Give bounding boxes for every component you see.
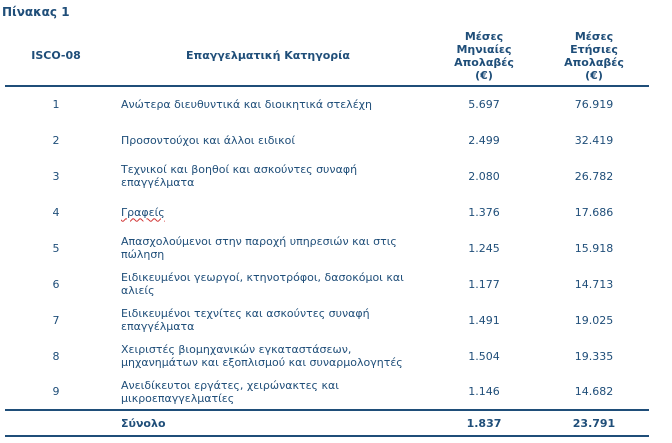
row-annual: 19.025 <box>574 313 614 327</box>
table-row <box>5 158 649 194</box>
row-annual: 76.919 <box>574 98 614 111</box>
row-monthly: 1.376 <box>468 205 500 219</box>
row-code: 9 <box>52 385 60 398</box>
row-annual: 14.713 <box>574 277 614 291</box>
total-monthly: 1.837 <box>466 416 502 430</box>
row-label: Ειδικευμένοι τεχνίτες και ασκούντες συναφή επαγγέλματα <box>121 307 370 333</box>
row-monthly: 5.697 <box>468 98 500 111</box>
table-row <box>5 122 649 158</box>
table-caption: Πίνακας 1 <box>2 5 70 19</box>
row-annual: 26.782 <box>574 169 614 183</box>
row-label: Ανώτερα διευθυντικά και διοικητικά στελέχη <box>121 98 372 111</box>
row-label: Ανειδίκευτοι εργάτες, χειρώνακτες και μικροεπαγγελματίες <box>121 378 339 405</box>
header-category: Επαγγελματική Κατηγορία <box>186 49 350 62</box>
header-code: ISCO-08 <box>31 49 81 62</box>
row-label: Ειδικευμένοι γεωργοί, κτηνοτρόφοι, δασοκόμοι και αλιείς <box>121 271 404 297</box>
row-monthly: 2.499 <box>468 133 500 147</box>
table-row <box>5 230 649 266</box>
spellcheck-word: Γραφείς <box>121 205 165 219</box>
row-code: 1 <box>52 98 60 111</box>
row-code: 6 <box>52 277 60 291</box>
row-monthly: 2.080 <box>468 169 500 183</box>
table-row <box>5 266 649 302</box>
row-label: Τεχνικοί και βοηθοί και ασκούντες συναφή επαγγέλματα <box>121 163 358 189</box>
table-row <box>5 374 649 410</box>
row-annual: 14.682 <box>574 385 614 398</box>
row-monthly: 1.245 <box>468 241 500 255</box>
row-code: 2 <box>52 133 60 147</box>
row-monthly: 1.177 <box>468 277 500 291</box>
row-code: 4 <box>52 205 60 219</box>
total-annual: 23.791 <box>572 416 616 430</box>
row-annual: 15.918 <box>574 241 614 255</box>
row-label: Χειριστές βιομηχανικών εγκαταστάσεων, μηχανημάτων και εξοπλισμού και συναρμολογητές <box>121 343 403 369</box>
total-row <box>5 410 649 436</box>
row-code: 5 <box>52 241 60 255</box>
table-row <box>5 86 649 122</box>
row-annual: 17.686 <box>574 205 614 219</box>
row-code: 8 <box>52 349 60 363</box>
row-monthly: 1.146 <box>468 385 500 398</box>
header-row <box>5 26 649 86</box>
table-row <box>5 302 649 338</box>
table-row <box>5 194 649 230</box>
row-label: Απασχολούμενοι στην παροχή υπηρεσιών και στις πώληση <box>121 235 397 261</box>
row-code: 7 <box>52 313 60 327</box>
earnings-table <box>5 26 649 437</box>
total-label: Σύνολο <box>121 416 166 430</box>
row-annual: 19.335 <box>574 349 614 363</box>
row-label <box>107 194 429 230</box>
header-monthly: Μέσες Μηνιαίες Απολαβές (€) <box>454 29 514 82</box>
row-monthly: 1.504 <box>468 349 500 363</box>
header-annual: Μέσες Ετήσιες Απολαβές (€) <box>564 29 624 82</box>
row-annual: 32.419 <box>574 133 614 147</box>
row-code: 3 <box>52 169 60 183</box>
row-label: Προσοντούχοι και άλλοι ειδικοί <box>121 133 296 147</box>
table-row <box>5 338 649 374</box>
total-code <box>5 410 107 436</box>
row-monthly: 1.491 <box>468 313 500 327</box>
